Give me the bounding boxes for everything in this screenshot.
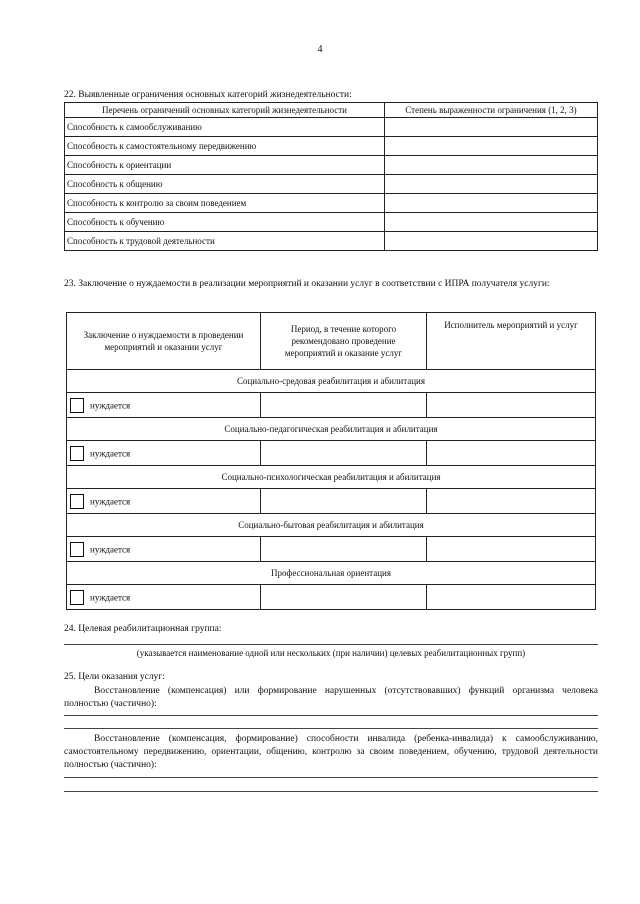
goals-paragraph-2: Восстановление (компенсация, формирование) способности инвалида (ребенка-инвалида) к самообслуживанию, самостоятельному передвижению, ориентации, общению, контролю за своим поведением, обучению, трудовой деятельности полностью (частично):: [64, 734, 598, 770]
need-row: [67, 393, 596, 418]
limitation-degree-cell[interactable]: [385, 194, 598, 213]
table-row: [65, 156, 598, 175]
table-row: [65, 194, 598, 213]
need-checkbox[interactable]: [70, 590, 84, 605]
limitation-degree-cell[interactable]: [385, 118, 598, 137]
executor-cell[interactable]: [427, 489, 596, 514]
section-title: Социально-психологическая реабилитация и абилитация: [67, 466, 596, 489]
need-label: нуждается: [90, 400, 131, 410]
limitation-label: Способность к контролю за своим поведением: [65, 194, 385, 213]
limitation-label: Способность к общению: [65, 175, 385, 194]
page-number: 4: [317, 44, 323, 55]
limitation-label: Способность к ориентации: [65, 156, 385, 175]
period-cell[interactable]: [261, 441, 427, 466]
limitations-table: [64, 102, 598, 251]
limitation-degree-cell[interactable]: [385, 137, 598, 156]
need-label: нуждается: [90, 448, 131, 458]
limitations-col1-header: Перечень ограничений основных категорий жизнедеятельности: [65, 103, 385, 118]
answer-line[interactable]: [64, 715, 598, 716]
needs-col3-header: Исполнитель мероприятий и услуг: [427, 313, 596, 370]
executor-cell[interactable]: [427, 441, 596, 466]
section-title: Социально-бытовая реабилитация и абилитация: [67, 514, 596, 537]
limitation-degree-cell[interactable]: [385, 213, 598, 232]
limitations-col2-header: Степень выраженности ограничения (1, 2, 3): [385, 103, 598, 118]
need-label: нуждается: [90, 592, 131, 602]
table-row: [65, 213, 598, 232]
needs-header-row: [67, 313, 596, 370]
section-23-heading: 23. Заключение о нуждаемости в реализации мероприятий и оказании услуг в соответствии с ИПРА получателя услуги:: [64, 279, 550, 289]
need-label: нуждается: [90, 544, 131, 554]
target-group-caption: (указывается наименование одной или нескольких (при наличии) целевых реабилитационных групп): [136, 648, 526, 658]
need-row: [67, 489, 596, 514]
answer-line[interactable]: [64, 791, 598, 792]
need-label: нуждается: [90, 496, 131, 506]
table-row: [65, 118, 598, 137]
executor-cell[interactable]: [427, 585, 596, 610]
limitation-label: Способность к трудовой деятельности: [65, 232, 385, 251]
period-cell[interactable]: [261, 489, 427, 514]
limitation-label: Способность к самостоятельному передвижению: [65, 137, 385, 156]
need-row: [67, 537, 596, 562]
limitation-degree-cell[interactable]: [385, 232, 598, 251]
need-checkbox[interactable]: [70, 542, 84, 557]
executor-cell[interactable]: [427, 393, 596, 418]
section-title: Социально-средовая реабилитация и абилитация: [67, 370, 596, 393]
answer-line[interactable]: [64, 728, 598, 729]
need-checkbox[interactable]: [70, 446, 84, 461]
need-row: [67, 585, 596, 610]
limitation-label: Способность к обучению: [65, 213, 385, 232]
needs-col1-header: Заключение о нуждаемости в проведении мероприятий и оказании услуг: [67, 313, 261, 370]
table-row: [65, 137, 598, 156]
answer-line[interactable]: [64, 777, 598, 778]
executor-cell[interactable]: [427, 537, 596, 562]
needs-col2-header: Период, в течение которого рекомендовано проведение мероприятий и оказание услуг: [261, 313, 427, 370]
limitation-degree-cell[interactable]: [385, 156, 598, 175]
needs-table: [66, 312, 596, 610]
need-checkbox[interactable]: [70, 398, 84, 413]
period-cell[interactable]: [261, 537, 427, 562]
table-row: [65, 232, 598, 251]
section-25-heading: 25. Цели оказания услуг:: [64, 672, 165, 682]
period-cell[interactable]: [261, 585, 427, 610]
section-22-heading: 22. Выявленные ограничения основных категорий жизнедеятельности:: [64, 90, 352, 100]
target-group-line[interactable]: [64, 644, 598, 645]
need-checkbox[interactable]: [70, 494, 84, 509]
limitation-label: Способность к самообслуживанию: [65, 118, 385, 137]
need-row: [67, 441, 596, 466]
limitations-header-row: [65, 103, 598, 118]
table-row: [65, 175, 598, 194]
section-title: Социально-педагогическая реабилитация и абилитация: [67, 418, 596, 441]
period-cell[interactable]: [261, 393, 427, 418]
goals-paragraph-1: Восстановление (компенсация) или формирование нарушенных (отсутствовавших) функций организма человека полностью (частично):: [64, 686, 598, 709]
section-title: Профессиональная ориентация: [67, 562, 596, 585]
section-24-heading: 24. Целевая реабилитационная группа:: [64, 624, 222, 634]
limitation-degree-cell[interactable]: [385, 175, 598, 194]
